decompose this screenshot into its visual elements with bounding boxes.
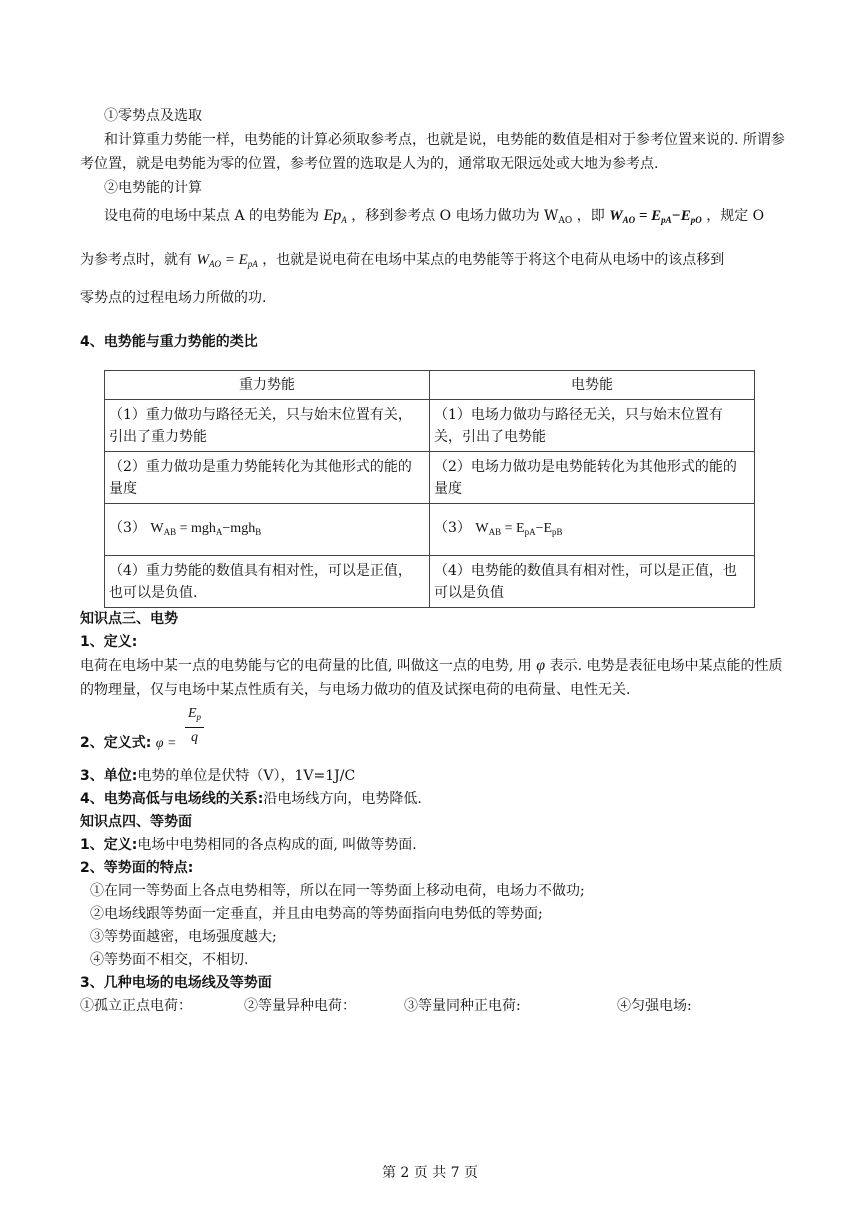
- table-cell: [105, 504, 430, 556]
- calc-line-2: [80, 248, 724, 276]
- formula-EpA: $Ep_A$: [323, 207, 347, 225]
- formula-WAO-equals-EpA: $W_{AO} = E_{pA}$: [196, 252, 258, 269]
- feature-item-3: ③等势面越密，电场强度越大;: [90, 929, 277, 945]
- equipotential-def-text: 电场中电势相同的各点构成的面, 叫做等势面.: [137, 837, 417, 853]
- relation-label: 4、电势高低与电场线的关系:: [80, 791, 264, 807]
- table-cell: （1）电场力做功与路径无关，只与始末位置有关，引出了电势能: [430, 400, 755, 452]
- table-row: [105, 504, 755, 556]
- formula-fraction: [185, 704, 204, 748]
- calc-text-c: ，即: [576, 208, 605, 224]
- paragraph-zero-point: 和计算重力势能一样，电势能的计算必须取参考点，也就是说，电势能的数值是相对于参考位置来说的. 所谓参考位置，就是电势能为零的位置，参考位置的选取是人为的，通常取无限远处或大地为参考点.: [80, 132, 785, 172]
- equipotential-def-label: 1、定义:: [80, 837, 138, 853]
- table-header-row: [105, 371, 755, 400]
- feature-item-2: ②电场线跟等势面一定垂直，并且由电势高的等势面指向电势低的等势面;: [90, 906, 543, 922]
- field-type-1: ①孤立正点电荷：: [80, 998, 192, 1014]
- knowledge-point-4-heading: 知识点四、等势面: [80, 814, 192, 830]
- subheading-zero-point: ①零势点及选取: [104, 108, 202, 124]
- calc-text-f: ，也就是说电荷在电场中某点的电势能等于将这个电荷从电场中的该点移到: [262, 252, 725, 268]
- potential-definition: [80, 654, 785, 702]
- table-cell: （4）重力势能的数值具有相对性，可以是正值，也可以是负值.: [105, 556, 430, 608]
- unit-line: [80, 765, 355, 787]
- definition-label: 1、定义:: [80, 634, 138, 650]
- table-cell: （1）重力做功与路径无关，只与始末位置有关，引出了重力势能: [105, 400, 430, 452]
- formula-phi: φ =: [155, 736, 177, 751]
- table-cell: （4）电势能的数值具有相对性，可以是正值，也可以是负值: [430, 556, 755, 608]
- formula-label: 2、定义式:: [80, 735, 152, 751]
- header-electric: 电势能: [430, 371, 755, 400]
- field-type-2: ②等量异种电荷：: [244, 998, 356, 1014]
- field-type-4: ④匀强电场:: [617, 998, 692, 1014]
- knowledge-point-3-heading: 知识点三、电势: [80, 611, 178, 627]
- header-gravity: 重力势能: [105, 371, 430, 400]
- table-cell: （2）电场力做功是电势能转化为其他形式的能的量度: [430, 452, 755, 504]
- feature-item-4: ④等势面不相交，不相切.: [90, 952, 249, 968]
- feature-item-1: ①在同一等势面上各点电势相等，所以在同一等势面上移动电荷，电场力不做功;: [90, 883, 585, 899]
- table-cell: [430, 504, 755, 556]
- page-footer: 第 2 页 共 7 页: [381, 1165, 479, 1181]
- table-row: [105, 452, 755, 504]
- formula-electric-work: $W_{AB} = E_{pA}-E_{pB}$: [475, 520, 563, 537]
- comparison-table: [104, 370, 755, 608]
- calc-text-e: 为参考点时，就有: [80, 252, 192, 268]
- definition-formula-line: [80, 706, 204, 756]
- table-cell: （2）重力做功是重力势能转化为其他形式的能的量度: [105, 452, 430, 504]
- subheading-calculation: ②电势能的计算: [104, 180, 202, 196]
- section-4-heading: 4、电势能与重力势能的类比: [80, 334, 258, 350]
- calc-text-a: 设电荷的电场中某点 A 的电势能为: [104, 208, 320, 224]
- calc-line-3: 零势点的过程电场力所做的功.: [80, 290, 267, 306]
- subscript-AO: AO: [558, 216, 573, 226]
- calc-text-d: ，规定 O: [706, 208, 765, 224]
- row3-label-gravity: （3）: [109, 519, 146, 536]
- fraction-numerator: $E_p$: [185, 704, 204, 728]
- formula-WAO: $W_{AO} = E_{pA}-E_{pO}$: [609, 208, 702, 225]
- unit-text: 电势的单位是伏特（V），1V=1J/C: [137, 768, 356, 784]
- calc-line-1: [104, 204, 764, 233]
- relation-text: 沿电场线方向，电势降低.: [263, 791, 422, 807]
- unit-label: 3、单位:: [80, 768, 138, 784]
- relation-line: [80, 788, 422, 810]
- equipotential-definition-line: [80, 834, 417, 856]
- field-types-heading: 3、几种电场的电场线及等势面: [80, 975, 272, 991]
- field-type-3: ③等量同种正电荷:: [404, 998, 521, 1014]
- definition-text-a: 电荷在电场中某一点的电势能与它的电荷量的比值, 叫做这一点的电势, 用: [80, 658, 532, 674]
- fraction-denominator: q: [190, 730, 198, 745]
- row3-label-electric: （3）: [434, 519, 471, 536]
- formula-gravity-work: $W_{AB} = mgh_A-mgh_B$: [150, 520, 262, 537]
- definition-text-b: 表示. 电势是表征电场中某点能的性质的物理量，仅与电场中某点性质有关，与电场力做功的值及试探电荷的电荷量、电性无关.: [80, 658, 783, 698]
- table-row: [105, 400, 755, 452]
- table-row: [105, 556, 755, 608]
- calc-text-b: ，移到参考点 O 电场力做功为 W: [351, 208, 559, 224]
- features-label: 2、等势面的特点:: [80, 860, 194, 876]
- phi-symbol: φ: [536, 657, 546, 674]
